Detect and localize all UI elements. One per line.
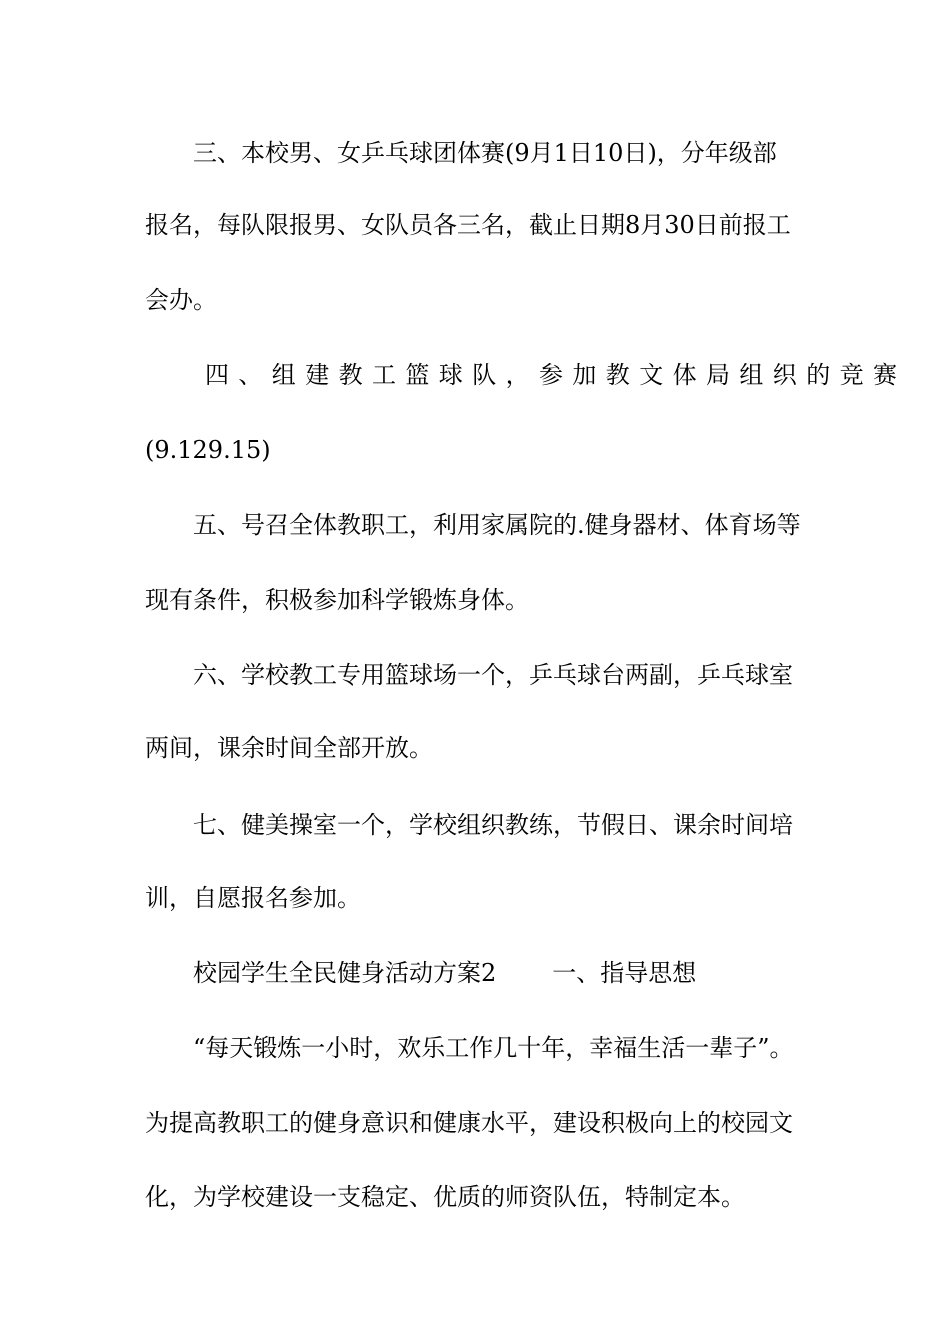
paragraph-seven-line-1: 七、健美操室一个，学校组织教练，节假日、课余时间培 [193, 811, 793, 839]
body-line-2: 为提高教职工的健身意识和健康水平，建设积极向上的校园文 [145, 1109, 793, 1137]
body-line-3: 化，为学校建设一支稳定、优质的师资队伍，特制定本。 [145, 1183, 745, 1211]
paragraph-six-line-2: 两间，课余时间全部开放。 [145, 734, 433, 762]
paragraph-six-line-1: 六、学校教工专用篮球场一个，乒乓球台两副，乒乓球室 [193, 661, 793, 689]
section-title-line [193, 958, 696, 988]
paragraph-four-line-1: 四、组建教工篮球队，参加教文体局组织的竞赛 [205, 361, 907, 389]
paragraph-seven-line-2: 训，自愿报名参加。 [145, 884, 361, 912]
section-title: 校园学生全民健身活动方案2 [193, 959, 497, 987]
section-heading: 一、指导思想 [552, 959, 697, 987]
paragraph-five-line-2: 现有条件，积极参加科学锻炼身体。 [145, 586, 529, 614]
paragraph-three-line-1: 三、本校男、女乒乓球团体赛(9月1日10日)，分年级部 [193, 139, 777, 167]
paragraph-three-line-2: 报名，每队限报男、女队员各三名，截止日期8月30日前报工 [145, 211, 791, 239]
paragraph-four-line-2: (9.129.15) [145, 436, 271, 464]
body-line-1: “每天锻炼一小时，欢乐工作几十年，幸福生活一辈子”。 [193, 1034, 794, 1062]
paragraph-five-line-1: 五、号召全体教职工，利用家属院的.健身器材、体育场等 [193, 511, 801, 539]
paragraph-three-line-3: 会办。 [145, 286, 217, 314]
